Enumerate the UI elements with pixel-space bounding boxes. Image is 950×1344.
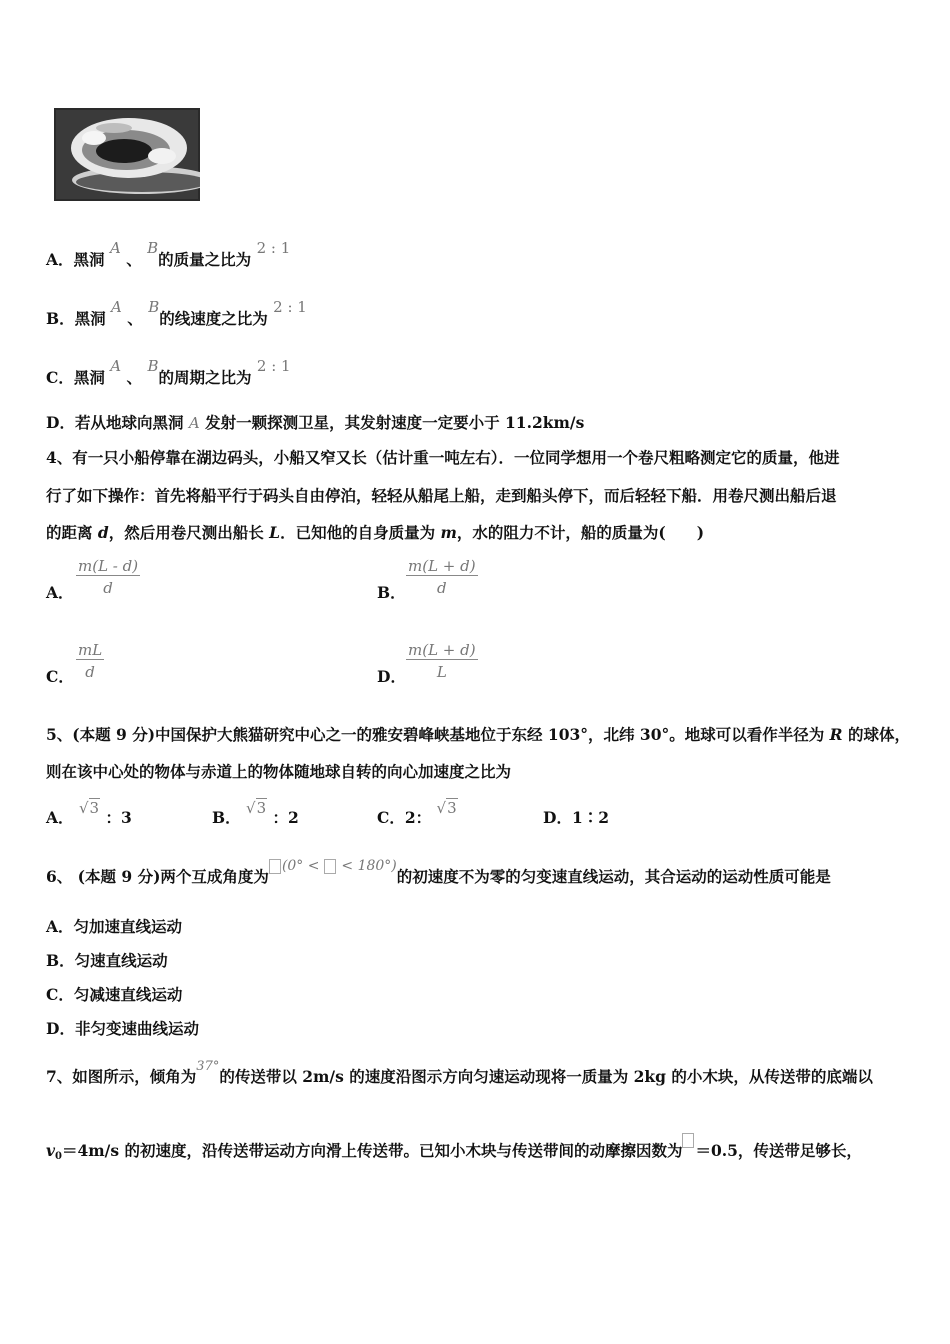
q5-stem-line2: 则在该中心处的物体与赤道上的物体随地球自转的向心加速度之比为 [46,762,512,781]
q6-option-b: B．匀速直线运动 [46,951,168,970]
q4-option-d-letter: D． [377,667,406,686]
q4-option-b-letter: B． [377,583,406,602]
q5-option-d: D．1∶2 [543,808,610,827]
q7-stem-line1: 7、如图所示，倾角为$^{37^\circ}$的传送带以 2m/s 的速度沿图示方向匀速运动现将一质量为 2kg 的小木块，从传送带的底端以 [46,1059,873,1086]
q4-option-d-fraction: $\frac{m(L + d)}{L}$ [408,641,476,681]
q4-stem-line2: 行了如下操作：首先将船平行于码头自由停泊，轻轻从船尾上船，走到船头停下，而后轻轻下船．用卷尺测出船后退 [46,486,837,505]
q6-option-c: C．匀减速直线运动 [46,985,183,1004]
q4-option-a-fraction: $\frac{m(L - d)}{d}$ [78,557,139,597]
q6-angle-condition: (0° < < 180°) [269,858,397,874]
black-hole-image [54,108,200,201]
q4-option-c-fraction: $\frac{mL}{d}$ [78,641,103,681]
q5-option-b: B． √3 ：2 [212,799,299,827]
missing-glyph-icon [269,859,281,874]
black-hole-figure [54,108,200,201]
q3-option-a: A．黑洞 A 、 B的质量之比为 2 : 1 [46,239,291,269]
q5-option-a: A． √3 ：3 [46,799,132,827]
q4-option-a-letter: A． [46,583,74,602]
q5-stem-line1: 5、(本题 9 分)中国保护大熊猫研究中心之一的雅安碧峰峡基地位于东经 103°，北纬 30°。地球可以看作半径为 R 的球体， [46,725,910,744]
q4-option-c-letter: C． [46,667,74,686]
sqrt-3-c: √3 [436,799,457,817]
q6-option-d: D．非匀变速曲线运动 [46,1019,199,1038]
q6-option-a: A．匀加速直线运动 [46,917,183,936]
missing-glyph-icon [324,859,336,874]
q4-option-b-fraction: $\frac{m(L + d)}{d}$ [408,557,476,597]
q3-option-b: B．黑洞 A 、 B的线速度之比为 2 : 1 [46,298,307,328]
q4-stem-line1: 4、有一只小船停靠在湖边码头，小船又窄又长（估计重一吨左右）．一位同学想用一个卷尺粗略测定它的质量，他进 [46,448,840,467]
q5-option-c: C．2： √3 [377,799,457,827]
q4-stem-line3: 的距离 d，然后用卷尺测出船长 L．已知他的自身质量为 m，水的阻力不计，船的质量为( ) [46,523,705,542]
q3-option-d: D．若从地球向黑洞 A 发射一颗探测卫星，其发射速度一定要小于 11.2km/s [46,413,585,432]
q7-stem-line2: $v_0=4m/s$ 的初速度，沿传送带运动方向滑上传送带。已知小木块与传送带间的动摩擦因数为 ＝0.5，传送带足够长， [46,1141,862,1167]
sqrt-3-a: √3 [78,799,100,817]
sqrt-3-b: √3 [246,799,267,817]
missing-glyph-icon [682,1133,694,1148]
q3-option-c: C．黑洞 A 、 B的周期之比为 2 : 1 [46,357,291,387]
q6-stem: 6、 (本题 9 分)两个互成角度为(0° < < 180°)的初速度不为零的匀变速直线运动，其合运动的运动性质可能是 [46,858,831,886]
